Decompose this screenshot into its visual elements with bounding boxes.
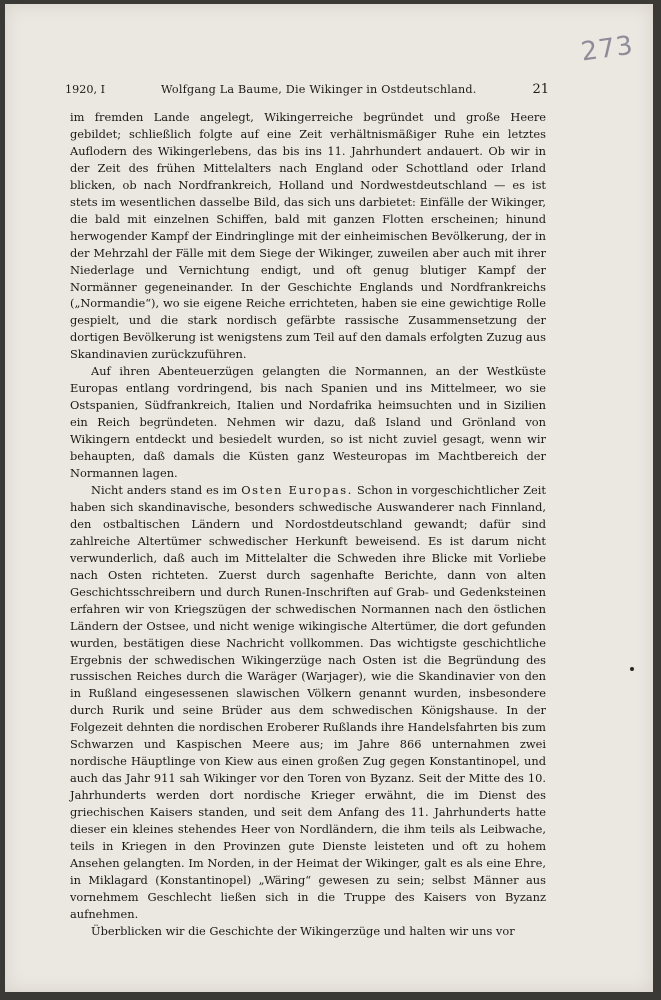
body-text (70, 109, 546, 940)
paragraph-3 (70, 482, 546, 923)
paragraph-3-rest: Schon in vorgeschichtlicher Zeit haben sich skandinavische, besonders schwedische Auswanderer nach Finnland, den ostbaltischen Ländern und Nordostdeutschland gewandt; dafür sind zahlreiche Altertümer schwedischer Herkunft beweisend. Es ist darum nicht verwunderlich, daß auch im Mittelalter die Schweden ihre Blicke mit Vorliebe nach Osten richteten. Zuerst durch sagenhafte Berichte, dann von alten Geschichtsschreibern und durch Runen-Inschriften auf Grab- und Gedenksteinen erfahren wir von Kriegszügen der schwedischen Normannen nach den östlichen Ländern der Ostsee, und nicht wenige wikingische Altertümer, die dort gefunden wurden, bestätigen diese Nachricht vollkommen. Das wichtigste geschichtliche Ergebnis der schwedischen Wikingerzüge nach Osten ist die Begründung des russischen Reiches durch die Waräger (Warjager), wie die Skandinavier von den in Rußland eingesessenen slawischen Völkern genannt wurden, insbesondere durch Rurik und seine Brüder aus dem schwedischen Königshause. In der Folgezeit dehnten die nordischen Eroberer Rußlands ihre Handelsfahrten bis zum Schwarzen und Kaspischen Meere aus; im Jahre 866 unternahmen zwei nordische Häuptlinge von Kiew aus einen großen Zug gegen Konstantinopel, und auch das Jahr 911 sah Wikinger vor den Toren von Byzanz. Seit der Mitte des 10. Jahrhunderts werden dort nordische Krieger erwähnt, die im Dienst des griechischen Kaisers standen, und seit dem Anfang des 11. Jahrhunderts hatte dieser ein kleines stehendes Heer von Nordländern, die ihm teils als Leibwache, teils in Kriegen in den Provinzen gute Dienste leisteten und oft zu hohem Ansehen gelangten. Im Norden, in der Heimat der Wikinger, galt es als eine Ehre, in Miklagard (Konstantinopel) „Wäring“ gewesen zu sein; selbst Männer aus vornehmem Geschlecht ließen sich in die Truppe des Kaisers von Byzanz aufnehmen. (70, 482, 546, 921)
paragraph-4: Überblicken wir die Geschichte der Wikingerzüge und halten wir uns vor (91, 923, 515, 938)
header-year-issue: 1920, I (65, 83, 106, 96)
handwritten-page-number: 273 (579, 30, 636, 68)
book-page (5, 4, 653, 992)
paragraph-2: Auf ihren Abenteuerzügen gelangten die Normannen, an der Westküste Europas entlang vordringend, bis nach Spanien und ins Mittelmeer, wo sie Ostspanien, Südfrankreich, Italien und Nordafrika heimsuchten und in Sizilien ein Reich begründeten. Nehmen wir dazu, daß Island und Grönland von Wikingern entdeckt und besiedelt wurden, so ist nicht zuviel gesagt, wenn wir behaupten, daß damals die Küsten ganz Westeuropas im Machtbereich der Normannen lagen. (70, 364, 546, 481)
header-page-number: 21 (532, 82, 549, 97)
paragraph-1: im fremden Lande angelegt, Wikingerreiche begründet und große Heere gebildet; schließlich folgte auf eine Zeit verhältnismäßiger Ruhe ein letztes Auflodern des Wikingerlebens, das bis ins 11. Jahrhundert andauert. Ob wir in der Zeit des frühen Mittelalters nach England oder Schottland oder Irland blicken, ob nach Nordfrankreich, Holland und Nordwestdeutschland — es ist stets im wesentlichen dasselbe Bild, das sich uns darbietet: Einfälle der Wikinger, die bald mit einzelnen Schiffen, bald mit ganzen Flotten erscheinen; hinund herwogender Kampf der Eindringlinge mit der einheimischen Bevölkerung, der in der Mehrzahl der Fälle mit dem Siege der Wikinger, zuweilen aber auch mit ihrer Niederlage und Vernichtung endigt, und oft genug blutiger Kampf der Normänner gegeneinander. In der Geschichte Englands und Nordfrankreichs („Normandie“), wo sie eigene Reiche errichteten, haben sie eine gewichtige Rolle gespielt, und die stark nordisch gefärbte rassische Zusammensetzung der dortigen Bevölkerung ist wenigstens zum Teil auf den damals erfolgten Zuzug aus Skandinavien zurückzuführen. (70, 110, 546, 362)
running-header (65, 82, 549, 97)
paragraph-3-spaced-emphasis: Osten Europas. (241, 482, 353, 497)
header-title: Wolfgang La Baume, Die Wikinger in Ostdeutschland. (160, 83, 477, 96)
margin-ink-dot (630, 667, 634, 671)
paragraph-3-lead: Nicht anders stand es im (91, 482, 238, 497)
